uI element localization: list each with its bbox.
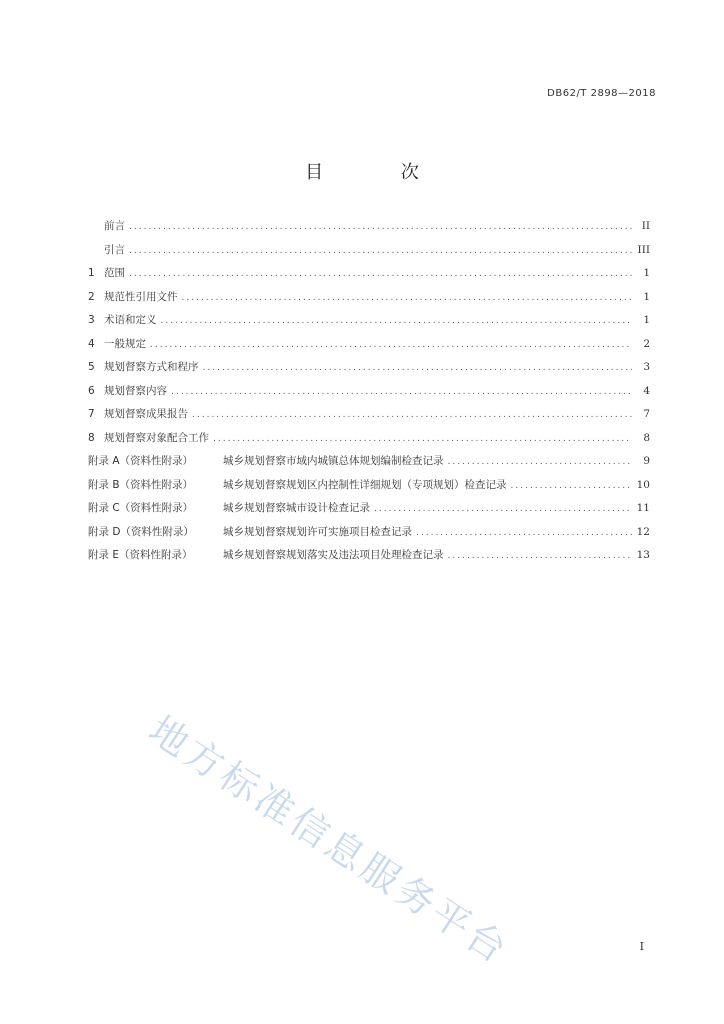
toc-entry-label: 规划督察成果报告	[104, 408, 188, 420]
page-title: 目 次	[305, 162, 455, 183]
toc-entry-number: 2	[88, 290, 95, 303]
toc-leader-dots	[182, 293, 633, 303]
toc-leader-dots	[511, 481, 633, 491]
toc-leader-dots	[192, 410, 632, 420]
toc-entry-page: 1	[643, 290, 650, 303]
toc-leader-dots	[150, 340, 632, 350]
toc-entry-page: 13	[636, 549, 650, 561]
toc-entry-page: 10	[636, 478, 650, 491]
toc-leader-dots	[203, 363, 633, 373]
toc-entry-page: 11	[636, 502, 650, 514]
toc-entry-label: 引言	[104, 243, 125, 256]
toc-entry[interactable]	[88, 547, 650, 571]
toc-entry-page: 1	[643, 314, 650, 326]
toc-entry-label: 一般规定	[104, 337, 146, 350]
toc-entry-number: 3	[88, 314, 95, 326]
toc-entry-page: 9	[643, 455, 650, 467]
toc-entry-label: 范围	[104, 267, 125, 279]
toc-entry[interactable]	[88, 453, 650, 477]
toc-entry-appendix-prefix: 附录 E（资料性附录）	[88, 549, 193, 561]
toc-leader-dots	[129, 269, 632, 279]
toc-entry[interactable]	[88, 359, 650, 383]
toc-entry[interactable]	[88, 524, 650, 548]
toc-leader-dots	[448, 551, 633, 561]
toc-entry[interactable]	[88, 312, 650, 336]
toc-entry[interactable]	[88, 265, 650, 289]
toc-entry[interactable]	[88, 242, 650, 266]
toc-entry[interactable]	[88, 336, 650, 360]
toc-entry[interactable]	[88, 477, 650, 501]
toc-entry-page: 4	[643, 384, 650, 397]
table-of-contents	[88, 218, 650, 571]
toc-entry[interactable]	[88, 500, 650, 524]
toc-leader-dots	[374, 504, 632, 514]
toc-entry-page: 8	[643, 431, 650, 444]
toc-entry-label: 规划督察对象配合工作	[104, 431, 209, 444]
toc-entry-page: 12	[636, 525, 650, 538]
toc-entry-appendix-prefix: 附录 A（资料性附录）	[88, 455, 194, 467]
toc-entry-label: 术语和定义	[104, 314, 157, 326]
toc-leader-dots	[448, 457, 633, 467]
toc-entry-label: 城乡规划督察城市设计检查记录	[223, 502, 370, 514]
toc-entry-page: 1	[643, 267, 650, 279]
toc-entry-page: 7	[643, 408, 650, 420]
toc-entry-page: III	[637, 243, 650, 256]
toc-entry-appendix-prefix: 附录 D（资料性附录）	[88, 525, 194, 538]
toc-entry[interactable]	[88, 218, 650, 242]
toc-entry-page: 2	[643, 337, 650, 350]
toc-leader-dots	[129, 222, 632, 232]
toc-entry[interactable]	[88, 289, 650, 313]
toc-entry-label: 规划督察内容	[104, 384, 167, 397]
page-number: I	[639, 940, 644, 953]
toc-entry-number: 6	[88, 384, 95, 397]
toc-entry-number: 4	[88, 337, 95, 350]
toc-entry-number: 8	[88, 431, 95, 444]
toc-entry-number: 7	[88, 408, 95, 420]
toc-entry-number: 5	[88, 361, 95, 373]
toc-leader-dots	[171, 387, 632, 397]
toc-entry[interactable]	[88, 406, 650, 430]
toc-entry-page: 3	[643, 361, 650, 373]
toc-leader-dots	[129, 246, 632, 256]
toc-entry-label: 城乡规划督察规划落实及违法项目处理检查记录	[223, 549, 444, 561]
watermark: 地方标准信息服务平台	[141, 707, 518, 974]
toc-entry-label: 城乡规划督察市域内城镇总体规划编制检查记录	[223, 455, 444, 467]
toc-entry-label: 规范性引用文件	[104, 290, 178, 303]
toc-entry-appendix-prefix: 附录 B（资料性附录）	[88, 478, 194, 491]
toc-entry[interactable]	[88, 383, 650, 407]
toc-entry-number: 1	[88, 267, 95, 279]
toc-leader-dots	[161, 316, 633, 326]
standard-code: DB62/T 2898—2018	[547, 88, 656, 99]
toc-leader-dots	[416, 528, 632, 538]
toc-entry[interactable]	[88, 430, 650, 454]
toc-entry-label: 城乡规划督察规划区内控制性详细规划（专项规划）检查记录	[223, 478, 507, 491]
toc-leader-dots	[213, 434, 632, 444]
toc-entry-label: 城乡规划督察规划许可实施项目检查记录	[223, 525, 412, 538]
toc-entry-page: II	[641, 220, 650, 232]
toc-entry-appendix-prefix: 附录 C（资料性附录）	[88, 502, 194, 514]
toc-entry-label: 规划督察方式和程序	[104, 361, 199, 373]
toc-entry-label: 前言	[104, 220, 125, 232]
